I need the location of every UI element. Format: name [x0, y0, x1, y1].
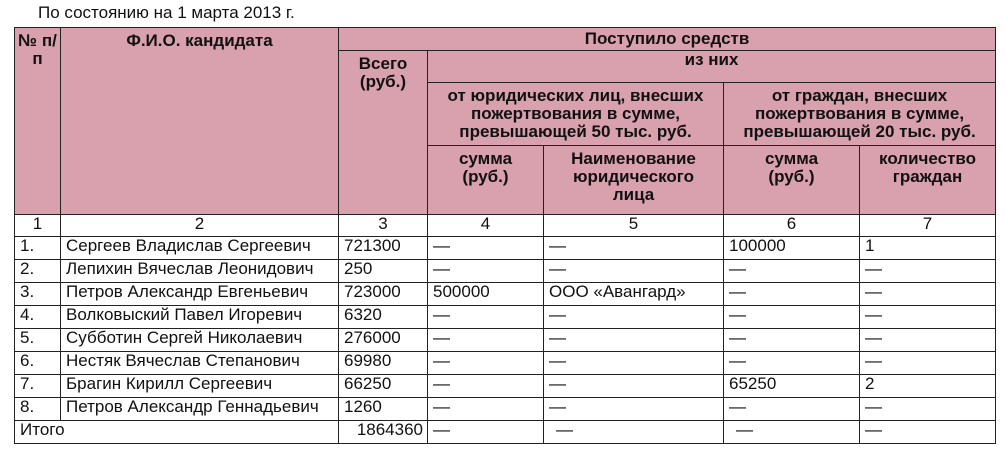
candidate-name: Петров Александр Геннадьевич — [61, 398, 339, 421]
candidate-name: Волковыский Павел Игоревич — [61, 306, 339, 329]
citizens-sum: — — [724, 398, 860, 421]
citizens-count: — — [860, 260, 996, 283]
row-number: 8. — [15, 398, 61, 421]
row-number: 7. — [15, 375, 61, 398]
candidate-name: Нестяк Вячеслав Степанович — [61, 352, 339, 375]
total-amount: 66250 — [339, 375, 428, 398]
total-amount: 276000 — [339, 329, 428, 352]
column-number: 1 — [15, 215, 61, 237]
total-amount: 6320 — [339, 306, 428, 329]
total-amount: 1864360 — [339, 421, 428, 444]
column-number: 2 — [61, 215, 339, 237]
citizens-count: — — [860, 329, 996, 352]
table-row — [15, 352, 996, 375]
candidate-name: Сергеев Владислав Сергеевич — [61, 237, 339, 260]
legal-sum: — — [428, 237, 544, 260]
row-number: 4. — [15, 306, 61, 329]
citizens-count: 1 — [860, 237, 996, 260]
total-amount: 723000 — [339, 283, 428, 306]
header-legal-sum: сумма (руб.) — [428, 146, 544, 215]
legal-sum: 500000 — [428, 283, 544, 306]
donations-table — [14, 27, 996, 444]
legal-name: — — [544, 375, 724, 398]
citizens-count: — — [860, 421, 996, 444]
total-amount: 250 — [339, 260, 428, 283]
column-number: 7 — [860, 215, 996, 237]
header-total: Всего (руб.) — [339, 51, 428, 215]
candidate-name: Лепихин Вячеслав Леонидович — [61, 260, 339, 283]
row-number: 2. — [15, 260, 61, 283]
legal-sum: — — [428, 352, 544, 375]
citizens-sum: — — [724, 329, 860, 352]
legal-name: — — [544, 352, 724, 375]
citizens-count: — — [860, 283, 996, 306]
row-number: 3. — [15, 283, 61, 306]
table-row — [15, 306, 996, 329]
column-number: 6 — [724, 215, 860, 237]
header-from-citizens: от граждан, внесших пожертвования в сумме, превышающей 20 тыс. руб. — [724, 83, 996, 146]
legal-name: — — [544, 237, 724, 260]
row-number: 6. — [15, 352, 61, 375]
legal-name: — — [544, 260, 724, 283]
row-number: 5. — [15, 329, 61, 352]
citizens-sum: 65250 — [724, 375, 860, 398]
legal-sum: — — [428, 329, 544, 352]
citizens-count: — — [860, 352, 996, 375]
column-number: 3 — [339, 215, 428, 237]
citizens-sum: — — [724, 306, 860, 329]
header-number: № п/п — [15, 28, 61, 215]
row-number: 1. — [15, 237, 61, 260]
header-citizens-sum: сумма (руб.) — [724, 146, 860, 215]
legal-name: — — [544, 398, 724, 421]
legal-name: — — [544, 421, 724, 444]
column-numbers-row — [15, 215, 996, 237]
header-legal-name: Наименование юридического лица — [544, 146, 724, 215]
table-caption: По состоянию на 1 марта 2013 г. — [38, 3, 295, 22]
citizens-count: — — [860, 398, 996, 421]
legal-name: ООО «Авангард» — [544, 283, 724, 306]
legal-sum: — — [428, 421, 544, 444]
total-amount: 1260 — [339, 398, 428, 421]
table-row — [15, 398, 996, 421]
candidate-name: Брагин Кирилл Сергеевич — [61, 375, 339, 398]
header-of-them: из них — [428, 51, 996, 83]
legal-sum: — — [428, 306, 544, 329]
legal-name: — — [544, 329, 724, 352]
header-funds-received: Поступило средств — [339, 28, 996, 51]
header-citizens-count: количество граждан — [860, 146, 996, 215]
table-row — [15, 260, 996, 283]
column-number: 5 — [544, 215, 724, 237]
header-from-legal-entities: от юридических лиц, внесших пожертвования в сумме, превышающей 50 тыс. руб. — [428, 83, 724, 146]
total-amount: 69980 — [339, 352, 428, 375]
citizens-sum: — — [724, 421, 860, 444]
citizens-count: 2 — [860, 375, 996, 398]
table-row — [15, 237, 996, 260]
citizens-sum: — — [724, 352, 860, 375]
citizens-sum: 100000 — [724, 237, 860, 260]
table-row — [15, 283, 996, 306]
legal-sum: — — [428, 398, 544, 421]
total-label: Итого — [15, 421, 339, 444]
header-candidate-name: Ф.И.О. кандидата — [61, 28, 339, 215]
legal-sum: — — [428, 260, 544, 283]
citizens-count: — — [860, 306, 996, 329]
candidate-name: Субботин Сергей Николаевич — [61, 329, 339, 352]
total-row — [15, 421, 996, 444]
legal-name: — — [544, 306, 724, 329]
table-row — [15, 375, 996, 398]
citizens-sum: — — [724, 283, 860, 306]
table-row — [15, 329, 996, 352]
candidate-name: Петров Александр Евгеньевич — [61, 283, 339, 306]
legal-sum: — — [428, 375, 544, 398]
total-amount: 721300 — [339, 237, 428, 260]
column-number: 4 — [428, 215, 544, 237]
citizens-sum: — — [724, 260, 860, 283]
